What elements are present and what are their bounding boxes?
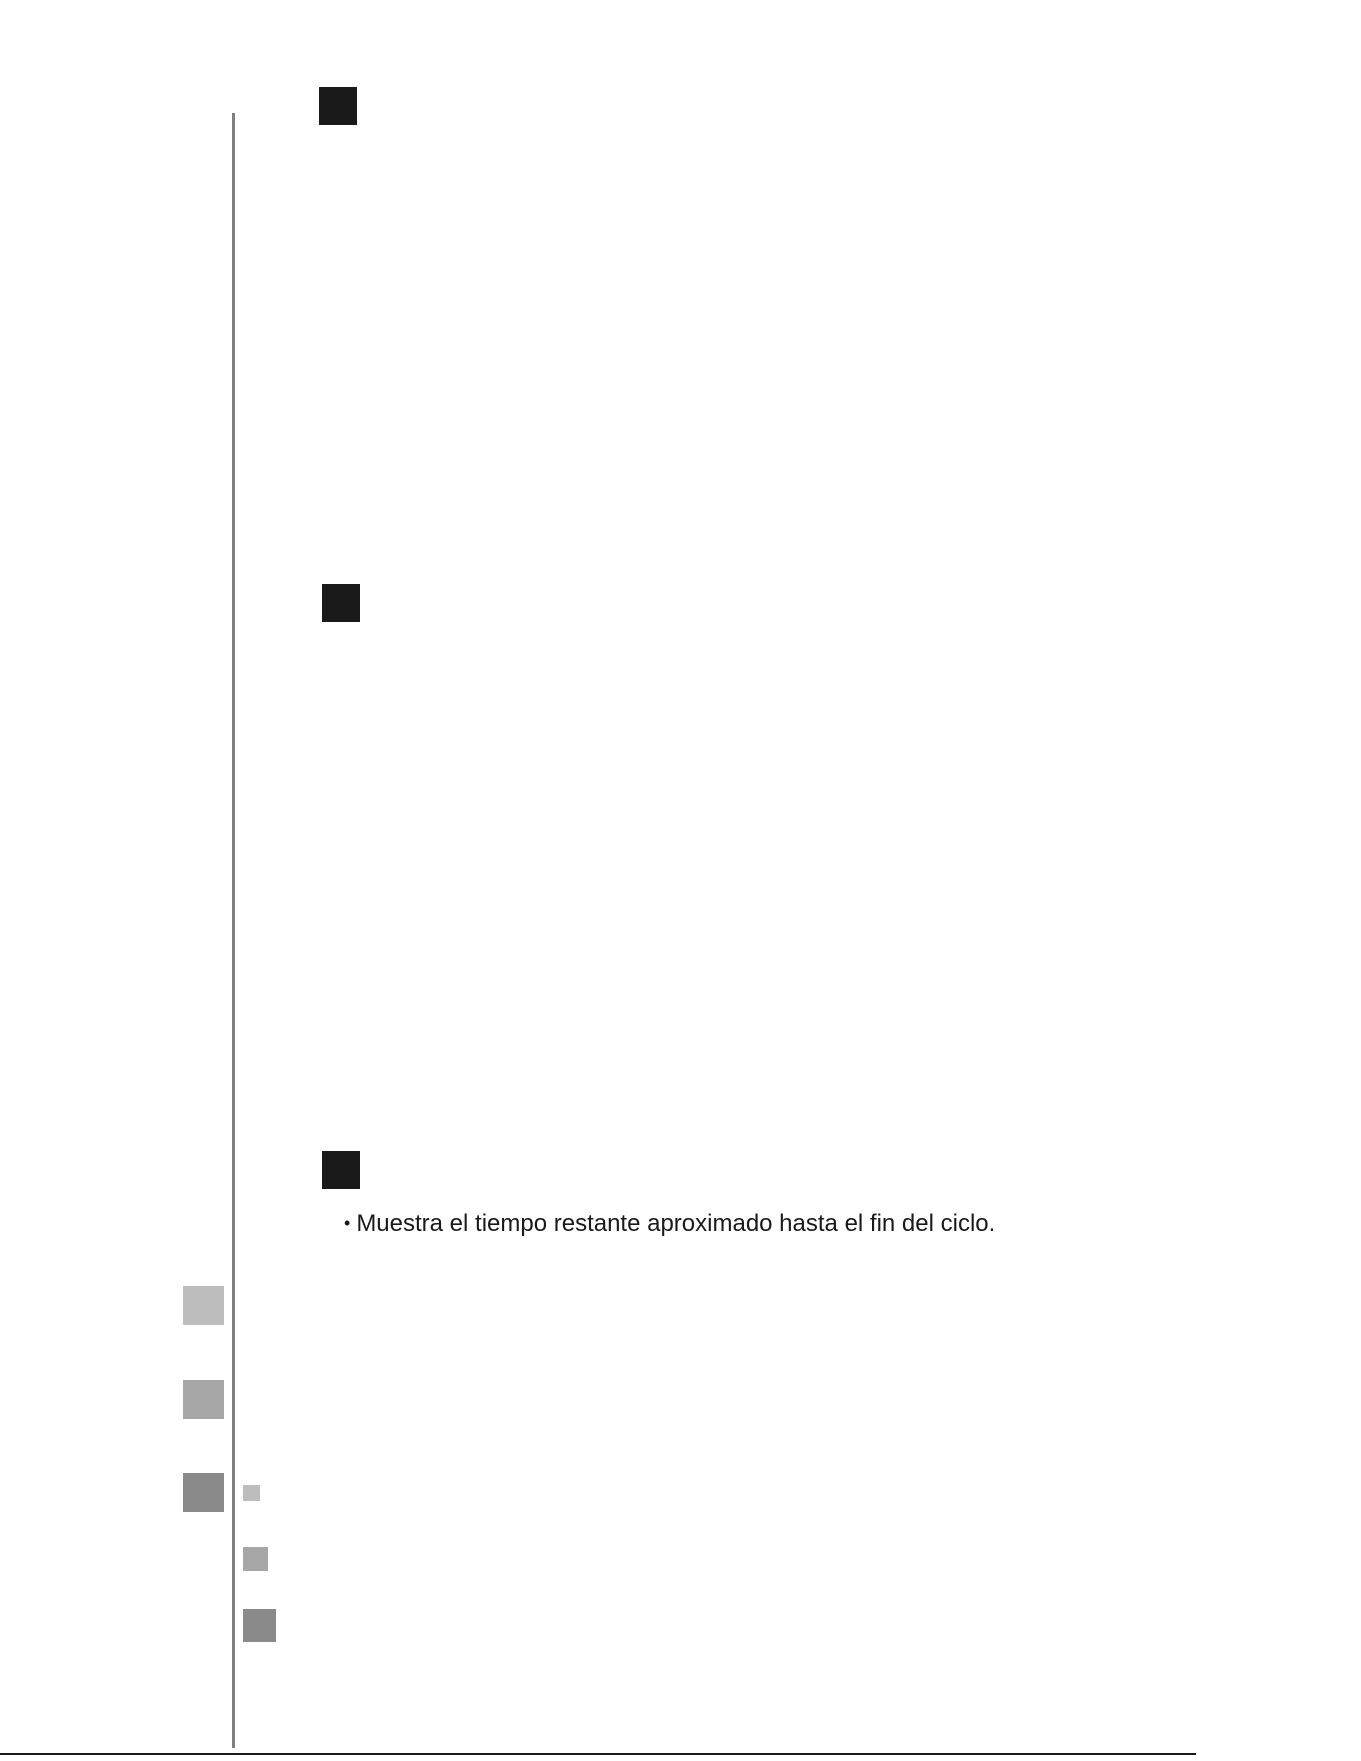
section-marker-3 (322, 1151, 360, 1189)
small-marker-mid (243, 1547, 268, 1571)
bullet-dot: • (344, 1213, 351, 1233)
bullet-text: Muestra el tiempo restante aproximado hasta el fin del ciclo. (356, 1210, 996, 1237)
small-marker-dark (243, 1609, 276, 1642)
section-marker-2 (322, 584, 360, 622)
gray-marker-mid (183, 1380, 224, 1419)
bottom-rule (0, 1753, 1196, 1755)
bullet-item (344, 1210, 995, 1239)
small-marker-light (243, 1485, 260, 1501)
section-marker-1 (319, 87, 357, 125)
margin-rule (232, 113, 235, 1748)
gray-marker-dark (183, 1473, 224, 1512)
gray-marker-light (183, 1286, 224, 1325)
